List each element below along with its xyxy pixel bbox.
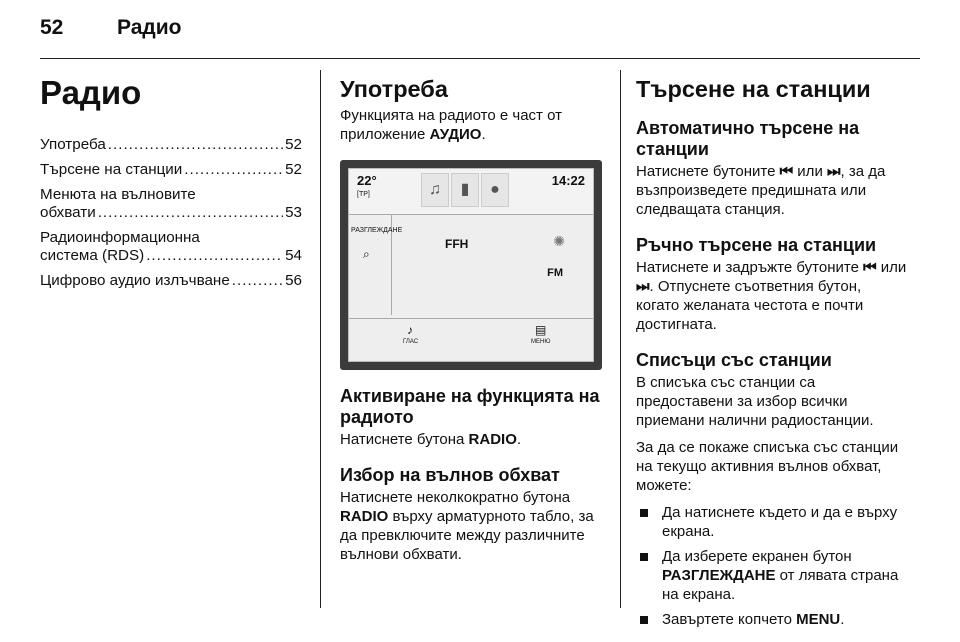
list-item: Да изберете екранен бутон РАЗГЛЕЖДАНЕ от лявата страна на екрана. [636, 547, 908, 604]
toc-entry[interactable] [40, 272, 302, 290]
right-column [636, 66, 908, 635]
toc-entry-page: 52 [285, 161, 302, 178]
toc-entry-label: Цифрово аудио излъчване [40, 272, 230, 289]
seek-back-icon: ⏮ [863, 259, 877, 276]
subheading-activate: Активиране на функцията на радиото [340, 386, 600, 427]
tp-indicator: [TP] [357, 191, 370, 198]
running-header-title: Радио [117, 16, 182, 39]
list-item: Завъртете копчето MENU. [636, 610, 908, 629]
band-label: FM [547, 267, 563, 279]
voice-label: ГЛАС [403, 339, 419, 345]
menu-label: МЕНЮ [531, 339, 551, 345]
info-icon: ● [481, 173, 509, 207]
toc-entry[interactable] [40, 186, 302, 222]
voice-icon: ♪ [407, 323, 413, 337]
section-heading-search: Търсене на станции [636, 76, 871, 102]
lists-paragraph-2: За да се покаже списъка със станции на текущо активния вълнов обхват, можете: [636, 439, 899, 494]
toc-entry-page: 53 [285, 204, 302, 221]
phone-icon: ▮ [451, 173, 479, 207]
toc-entry[interactable] [40, 161, 302, 179]
usage-paragraph: Функцията на радиото е част от приложение АУДИО. [340, 107, 562, 143]
column-divider-left [320, 70, 321, 608]
screen-bottom-bar [349, 318, 593, 361]
tuner-dial-icon: ✺ [553, 233, 565, 249]
toc-leader [146, 247, 283, 265]
toc-entry[interactable] [40, 229, 302, 265]
screen-status-bar [349, 169, 593, 215]
subheading-station-lists: Списъци със станции [636, 350, 832, 370]
toc-leader [184, 161, 283, 179]
toc-entry-label: Менюта на вълновите [40, 186, 196, 203]
band-paragraph: Натиснете неколкократно бутона RADIO върху арматурното табло, за да превключите между различните вълнови обхвати. [340, 489, 594, 563]
list-item: Да натиснете където и да е върху екрана. [636, 503, 908, 541]
toc-entry[interactable] [40, 136, 302, 154]
manual-search-paragraph: Натиснете и задръжте бутоните ⏮ или ⏭. Отпуснете съответния бутон, когато желаната честота е почти достигната. [636, 259, 907, 333]
chapter-title: Радио [40, 74, 142, 111]
subheading-auto-search: Автоматично търсене на станции [636, 118, 860, 159]
toc-column [40, 66, 302, 297]
seek-forward-icon: ⏭ [636, 278, 650, 295]
column-divider-right [620, 70, 621, 608]
browse-label: РАЗГЛЕЖДАНЕ [351, 227, 403, 234]
subheading-manual-search: Ръчно търсене на станции [636, 235, 877, 255]
toc-entry-label: Търсене на станции [40, 161, 183, 178]
toc-entry-label-cont: система (RDS) [40, 247, 145, 264]
music-note-icon: ♫ [421, 173, 449, 207]
station-name: FFH [445, 237, 469, 251]
toc-entry-page: 52 [285, 136, 302, 153]
toc-entry-page: 56 [285, 272, 302, 289]
auto-search-paragraph: Натиснете бутоните ⏮ или ⏭, за да възпроизведете предишната или следващата станция. [636, 163, 886, 218]
infotainment-screen-image [340, 160, 602, 370]
screen-display [348, 168, 594, 362]
toc-entry-label-cont: обхвати [40, 204, 96, 221]
header-rule [40, 58, 920, 59]
lists-paragraph-1: В списъка със станции са предоставени за избор всички приемани налични радиостанции. [636, 374, 874, 429]
options-list [636, 503, 908, 629]
section-heading-usage: Употреба [340, 76, 448, 102]
activate-paragraph: Натиснете бутона RADIO. [340, 431, 522, 448]
clock-readout: 14:22 [551, 173, 585, 188]
toc-leader [232, 272, 283, 290]
toc-list [40, 136, 302, 290]
page-number: 52 [40, 16, 64, 39]
toc-entry-label: Радиоинформационна [40, 229, 200, 246]
temperature-readout: 22° [357, 173, 377, 188]
search-icon: ⌕ [363, 247, 370, 261]
seek-forward-icon: ⏭ [827, 163, 841, 180]
toc-entry-label: Употреба [40, 136, 106, 153]
screen-side-panel [349, 215, 403, 315]
toc-leader [98, 204, 283, 222]
menu-icon: ▤ [535, 323, 547, 337]
toc-entry-page: 54 [285, 247, 302, 264]
seek-back-icon: ⏮ [779, 163, 794, 180]
middle-column [340, 66, 602, 572]
subheading-band-select: Избор на вълнов обхват [340, 465, 560, 485]
toc-leader [108, 136, 283, 154]
